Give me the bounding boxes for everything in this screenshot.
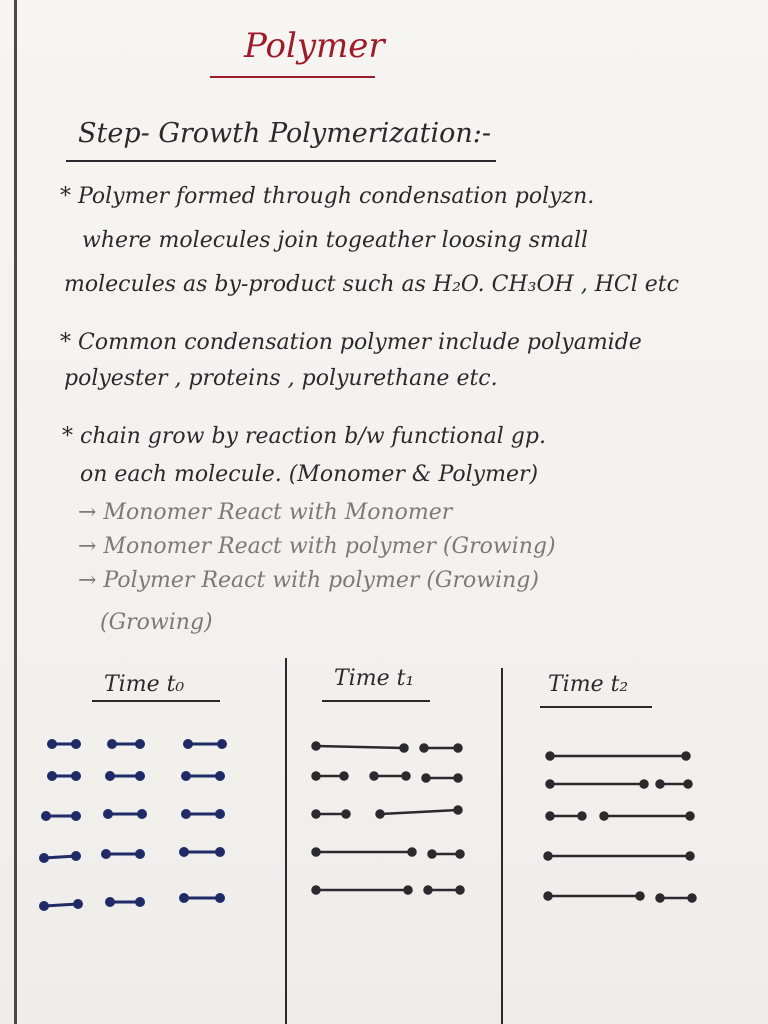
bullet2-line1: * Common condensation polymer include polyamide xyxy=(60,330,642,355)
chain xyxy=(423,775,462,782)
column-title-t1: Time t₁ xyxy=(334,666,415,691)
chains-t2 xyxy=(545,753,696,902)
section-heading: Step- Growth Polymerization:- xyxy=(78,118,491,149)
monomer xyxy=(107,773,144,780)
chain xyxy=(313,811,350,818)
bullet1-line3: molecules as by-product such as H₂O. CH₃OH , HCl etc xyxy=(64,272,679,297)
monomer xyxy=(103,851,144,858)
bullet3-line2: on each molecule. (Monomer & Polymer) xyxy=(80,462,539,487)
chain xyxy=(601,813,694,820)
bullet1-line1: * Polymer formed through condensation polyzn. xyxy=(60,184,595,209)
chain xyxy=(547,753,690,760)
bullet1-line2: where molecules join togeather loosing small xyxy=(82,228,589,253)
monomer xyxy=(183,773,224,780)
monomer xyxy=(43,813,80,820)
chain xyxy=(313,887,412,894)
monomer xyxy=(185,741,226,748)
chain xyxy=(429,851,464,858)
column-title-t0: Time t₀ xyxy=(104,672,185,697)
column-title-t2: Time t₂ xyxy=(548,672,629,697)
arrow-item-1: → Monomer React with Monomer xyxy=(78,500,453,525)
title-underline xyxy=(210,76,375,78)
monomer xyxy=(49,741,80,748)
monomers-t0 xyxy=(41,741,226,910)
chain xyxy=(313,743,408,752)
column-underline-t2 xyxy=(540,706,652,708)
monomer xyxy=(107,899,144,906)
polymer-growth-diagram xyxy=(0,720,768,940)
chain xyxy=(657,781,692,788)
arrow-item-2: → Monomer React with polymer (Growing) xyxy=(78,534,556,559)
chain xyxy=(313,773,348,780)
chain xyxy=(371,773,410,780)
chain xyxy=(657,895,696,902)
monomer xyxy=(181,895,224,902)
column-underline-t0 xyxy=(92,700,220,702)
monomer xyxy=(41,901,82,910)
chains-t1 xyxy=(313,743,464,894)
monomer xyxy=(183,811,224,818)
monomer xyxy=(41,853,80,862)
heading-underline xyxy=(66,160,496,162)
chain xyxy=(545,893,644,900)
chain xyxy=(545,853,694,860)
arrow-item-3: → Polymer React with polymer (Growing) xyxy=(78,568,539,593)
monomer xyxy=(109,741,144,748)
monomer xyxy=(49,773,80,780)
chain xyxy=(425,887,464,894)
monomer xyxy=(105,811,146,818)
page-title: Polymer xyxy=(244,26,385,66)
chain xyxy=(313,849,416,856)
chain xyxy=(547,781,648,788)
bullet3-line1: * chain grow by reaction b/w functional gp. xyxy=(62,424,546,449)
chain xyxy=(547,813,586,820)
chain xyxy=(377,807,462,818)
chain xyxy=(421,745,462,752)
monomer xyxy=(181,849,224,856)
column-underline-t1 xyxy=(322,700,430,702)
bullet2-line2: polyester , proteins , polyurethane etc. xyxy=(64,366,498,391)
arrow-item-4: (Growing) xyxy=(100,610,213,635)
